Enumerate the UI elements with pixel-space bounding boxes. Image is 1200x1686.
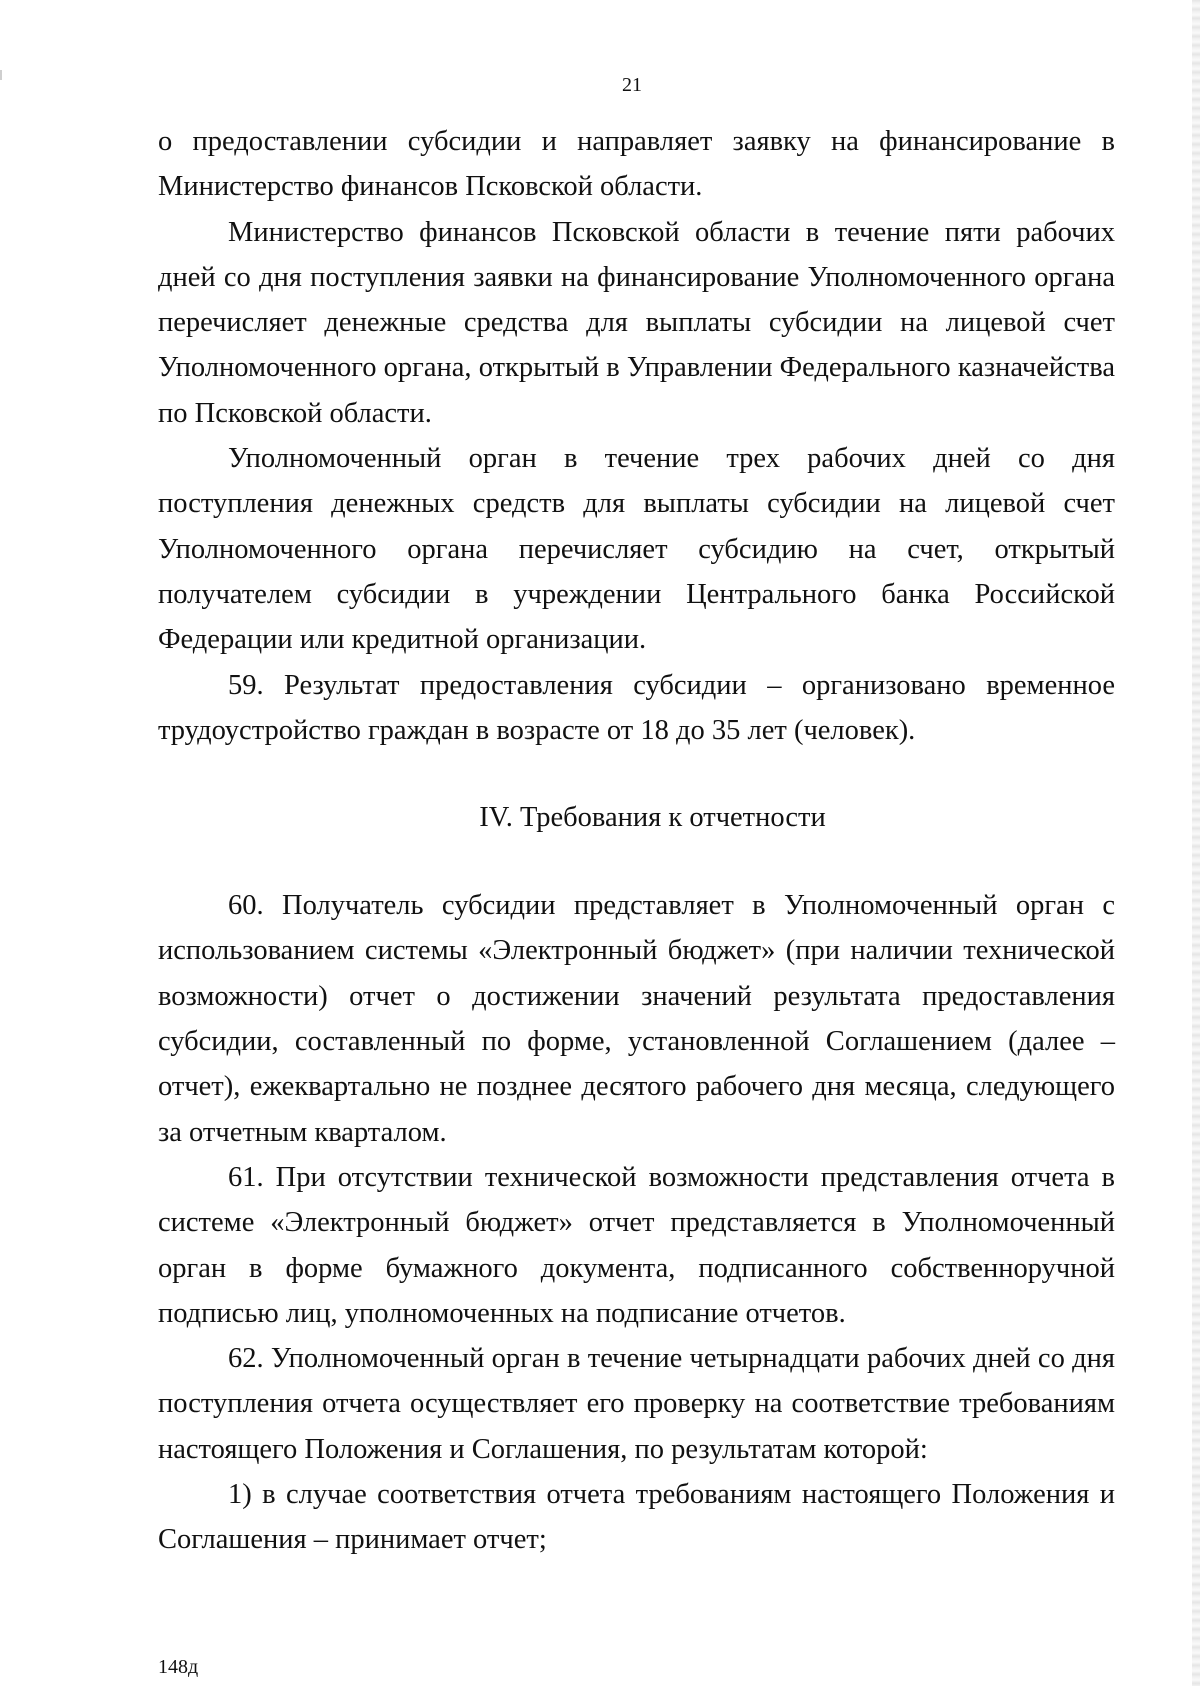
page-number: 21 [622, 74, 642, 96]
paragraph-59: 59. Результат предоставления субсидии – организовано временное трудоустройство граждан в возрасте от 18 до 35 лет (человек). [158, 669, 1115, 746]
paragraph-61: 61. При отсутствии технической возможности представления отчета в системе «Электронный бюджет» отчет представляется в Уполномоченный орган в форме бумажного документа, подписанного собственноручной подписью лиц, уполномоченных на подписание отчетов. [158, 1161, 1115, 1329]
scan-edge-mark [0, 70, 2, 80]
scan-edge-artifact [1192, 0, 1200, 1686]
paragraph-ministry-transfer: Министерство финансов Псковской области в течение пяти рабочих дней со дня поступления заявки на финансирование Уполномоченного органа перечисляет денежные средства для выплаты субсидии на лицевой счет Уполномоченного органа, открытый в Управлении Федерального казначейства по Псковской области. [158, 216, 1115, 429]
paragraph-60: 60. Получатель субсидии представляет в Уполномоченный орган с использованием системы «Электронный бюджет» (при наличии технической возможности) отчет о достижении значений результата предоставления субсидии, составленный по форме, установленной Соглашением (далее – отчет), ежеквартально не позднее десятого рабочего дня месяца, следующего за отчетным кварталом. [158, 890, 1115, 1148]
paragraph-continuation: о предоставлении субсидии и направляет заявку на финансирование в Министерство финансов Псковской области. [158, 126, 1115, 203]
document-code: 148д [158, 1656, 199, 1678]
paragraph-authority-transfer: Уполномоченный орган в течение трех рабочих дней со дня поступления денежных средств для выплаты субсидии на лицевой счет Уполномоченного органа перечисляет субсидию на счет, открытый получателем субсидии в учреждении Центрального банка Российской Федерации или кредитной организации. [158, 443, 1115, 656]
document-body [158, 119, 1115, 1563]
paragraph-62: 62. Уполномоченный орган в течение четырнадцати рабочих дней со дня поступления отчета осуществляет его проверку на соответствие требованиям настоящего Положения и Соглашения, по результатам которой: [158, 1343, 1115, 1465]
paragraph-62-item-1: 1) в случае соответствия отчета требованиям настоящего Положения и Соглашения – принимает отчет; [158, 1479, 1115, 1556]
section-heading: IV. Требования к отчетности [479, 802, 826, 834]
